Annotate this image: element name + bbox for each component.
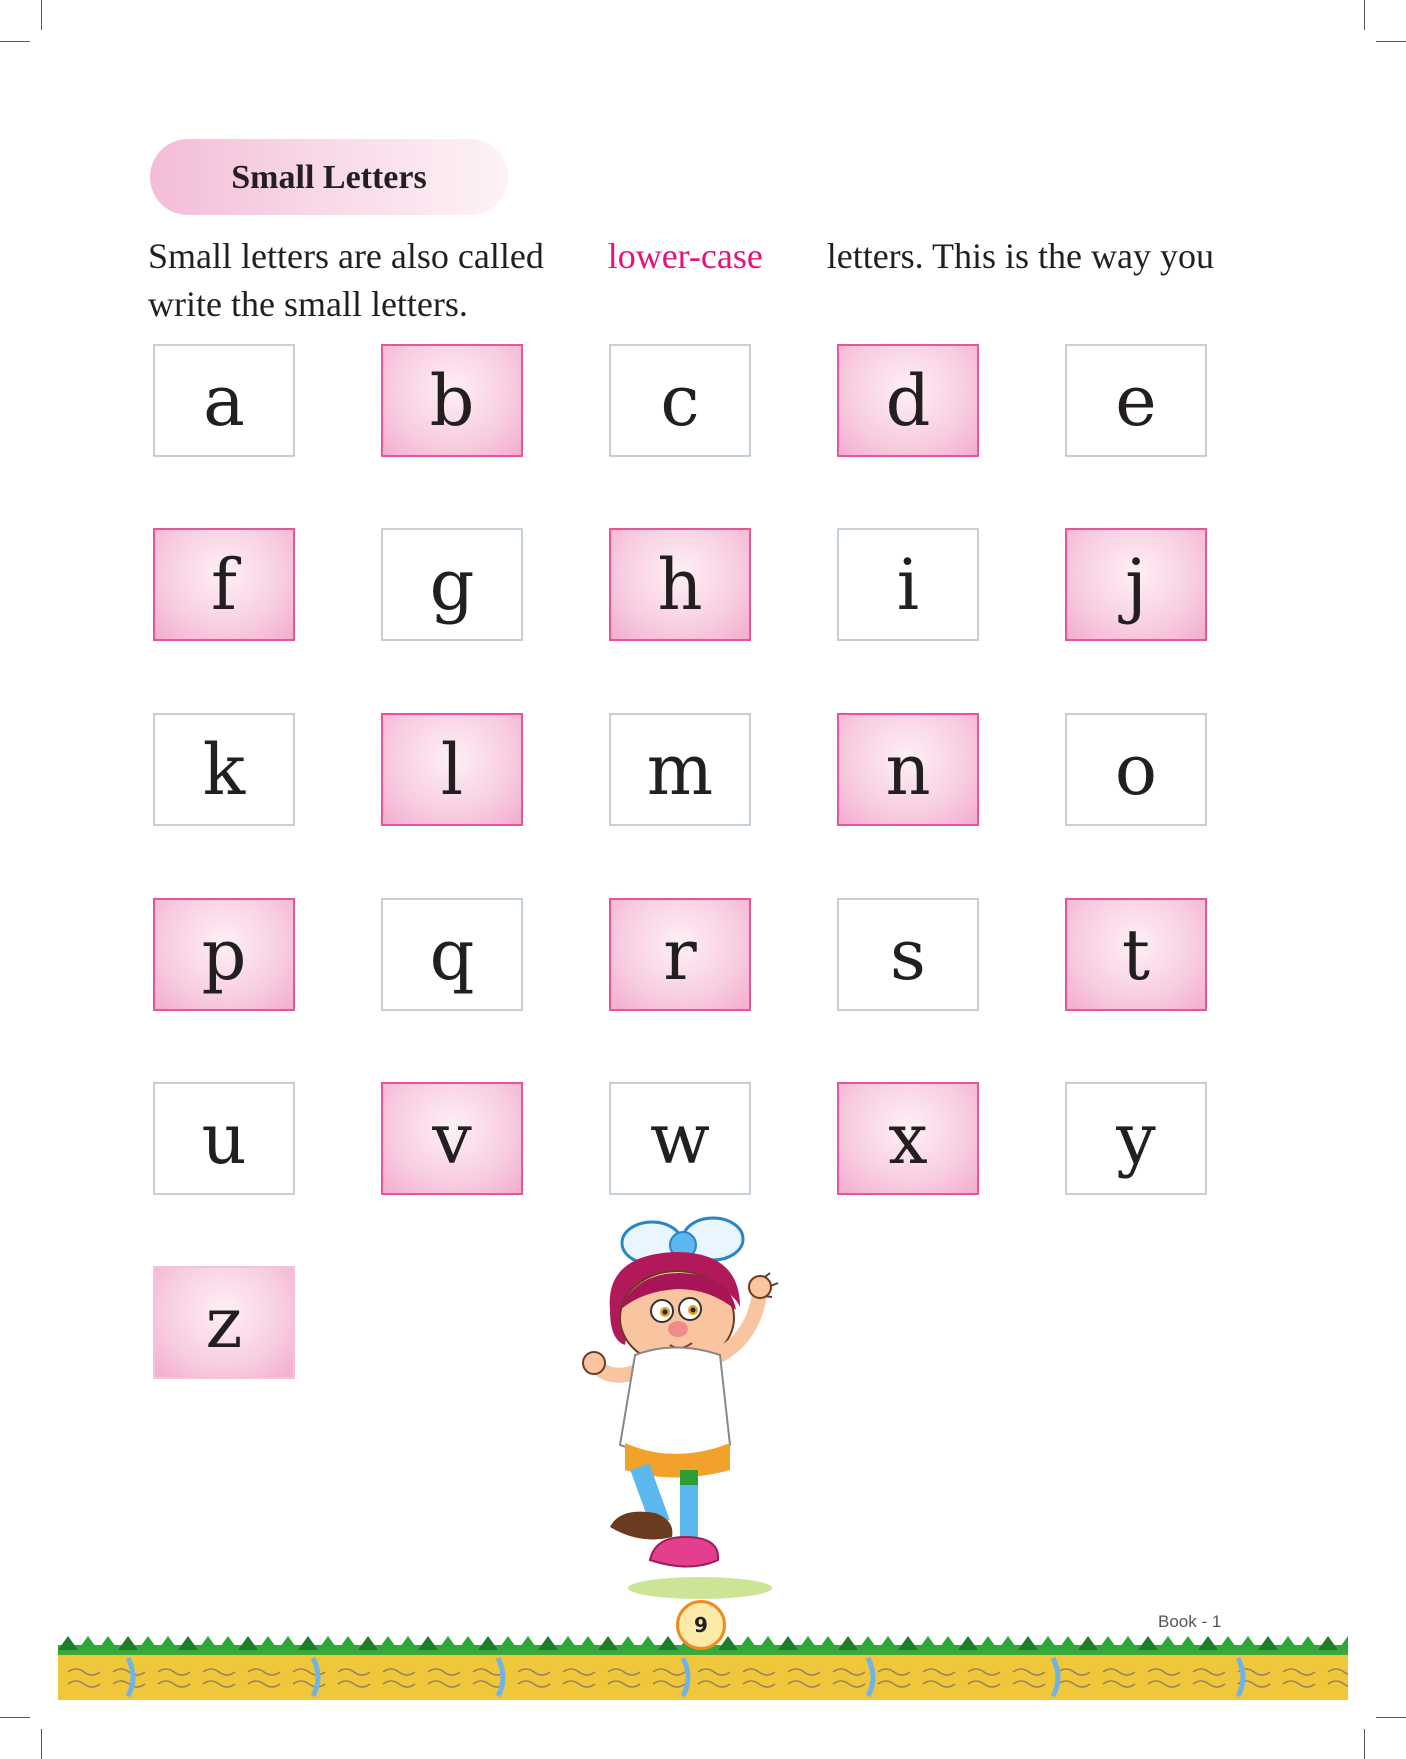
tree-shape [1118, 1636, 1138, 1650]
tree-shape [998, 1636, 1018, 1650]
tree-shape [1158, 1636, 1178, 1650]
letter-tile-p: p [153, 898, 295, 1011]
tree-shape [118, 1636, 138, 1650]
letter-tile-s: s [837, 898, 979, 1011]
letter-tile-o: o [1065, 713, 1207, 826]
crop-mark [1364, 1729, 1365, 1759]
intro-line-2: write the small letters. [148, 284, 468, 324]
tree-shape [758, 1636, 778, 1650]
letter-tile-x: x [837, 1082, 979, 1195]
letter-tile-e: e [1065, 344, 1207, 457]
tree-shape [938, 1636, 958, 1650]
letter-tile-k: k [153, 713, 295, 826]
page-title: Small Letters [231, 159, 427, 196]
tree-shape [198, 1636, 218, 1650]
tree-shape [238, 1636, 258, 1650]
letter-tile-j: j [1065, 528, 1207, 641]
tree-shape [138, 1636, 158, 1650]
tree-shape [1258, 1636, 1278, 1650]
tree-shape [1038, 1636, 1058, 1650]
tree-shape [1058, 1636, 1078, 1650]
tree-shape [858, 1636, 878, 1650]
tree-shape [1238, 1636, 1258, 1650]
tree-shape [378, 1636, 398, 1650]
tree-shape [958, 1636, 978, 1650]
tree-shape [1138, 1636, 1158, 1650]
tree-shape [1198, 1636, 1218, 1650]
intro-text-before: Small letters are also called [148, 236, 544, 276]
tree-shape [298, 1636, 318, 1650]
dancing-girl-illustration [580, 1215, 830, 1600]
tree-shape [618, 1636, 638, 1650]
tree-shape [978, 1636, 998, 1650]
page-number: 9 [676, 1600, 726, 1650]
tree-shape [738, 1636, 758, 1650]
crop-mark [0, 41, 30, 42]
letter-tile-h: h [609, 528, 751, 641]
tree-shape [58, 1636, 78, 1650]
tree-shape [538, 1636, 558, 1650]
tree-shape [498, 1636, 518, 1650]
tree-shape [918, 1636, 938, 1650]
tree-shape [178, 1636, 198, 1650]
tree-shape [558, 1636, 578, 1650]
tree-shape [1338, 1636, 1348, 1650]
tree-shape [1278, 1636, 1298, 1650]
letter-tile-z: z [153, 1266, 295, 1379]
letter-tile-m: m [609, 713, 751, 826]
crop-mark [0, 1717, 30, 1718]
crop-mark [41, 1729, 42, 1759]
intro-line-1 [148, 232, 1214, 280]
tree-shape [658, 1636, 678, 1650]
tree-shape [578, 1636, 598, 1650]
tree-shape [878, 1636, 898, 1650]
tree-shape [158, 1636, 178, 1650]
tree-shape [418, 1636, 438, 1650]
tree-shape [438, 1636, 458, 1650]
heading-pill [150, 139, 508, 215]
tree-shape [318, 1636, 338, 1650]
crop-mark [1376, 1717, 1406, 1718]
letter-tile-r: r [609, 898, 751, 1011]
tree-shape [518, 1636, 538, 1650]
letter-tile-a: a [153, 344, 295, 457]
tree-shape [1298, 1636, 1318, 1650]
tree-shape [898, 1636, 918, 1650]
tree-shape [1018, 1636, 1038, 1650]
letter-tile-t: t [1065, 898, 1207, 1011]
tree-shape [1178, 1636, 1198, 1650]
tree-shape [598, 1636, 618, 1650]
letter-tile-q: q [381, 898, 523, 1011]
tree-shape [1098, 1636, 1118, 1650]
tree-shape [218, 1636, 238, 1650]
letter-tile-v: v [381, 1082, 523, 1195]
tree-shape [78, 1636, 98, 1650]
tree-shape [98, 1636, 118, 1650]
letter-tile-c: c [609, 344, 751, 457]
tree-shape [458, 1636, 478, 1650]
intro-text-after: letters. This is the way you [826, 236, 1214, 276]
letter-tile-n: n [837, 713, 979, 826]
crop-mark [41, 0, 42, 30]
tree-shape [638, 1636, 658, 1650]
tree-shape [278, 1636, 298, 1650]
letter-tile-d: d [837, 344, 979, 457]
tree-shape [258, 1636, 278, 1650]
letter-tile-w: w [609, 1082, 751, 1195]
tree-shape [1318, 1636, 1338, 1650]
highlight-term: lower-case [607, 236, 763, 276]
tree-shape [778, 1636, 798, 1650]
tree-shape [338, 1636, 358, 1650]
letter-tile-f: f [153, 528, 295, 641]
tree-shape [1218, 1636, 1238, 1650]
letter-tile-i: i [837, 528, 979, 641]
intro-paragraph [148, 232, 1214, 328]
crop-mark [1364, 0, 1365, 30]
tree-shape [398, 1636, 418, 1650]
tree-shape [838, 1636, 858, 1650]
letter-tile-l: l [381, 713, 523, 826]
letter-tile-y: y [1065, 1082, 1207, 1195]
letter-tile-b: b [381, 344, 523, 457]
tree-shape [358, 1636, 378, 1650]
tree-shape [478, 1636, 498, 1650]
letter-tile-g: g [381, 528, 523, 641]
book-label: Book - 1 [1158, 1612, 1222, 1631]
tree-shape [798, 1636, 818, 1650]
letter-tile-u: u [153, 1082, 295, 1195]
tree-shape [818, 1636, 838, 1650]
crop-mark [1376, 41, 1406, 42]
tree-shape [1078, 1636, 1098, 1650]
